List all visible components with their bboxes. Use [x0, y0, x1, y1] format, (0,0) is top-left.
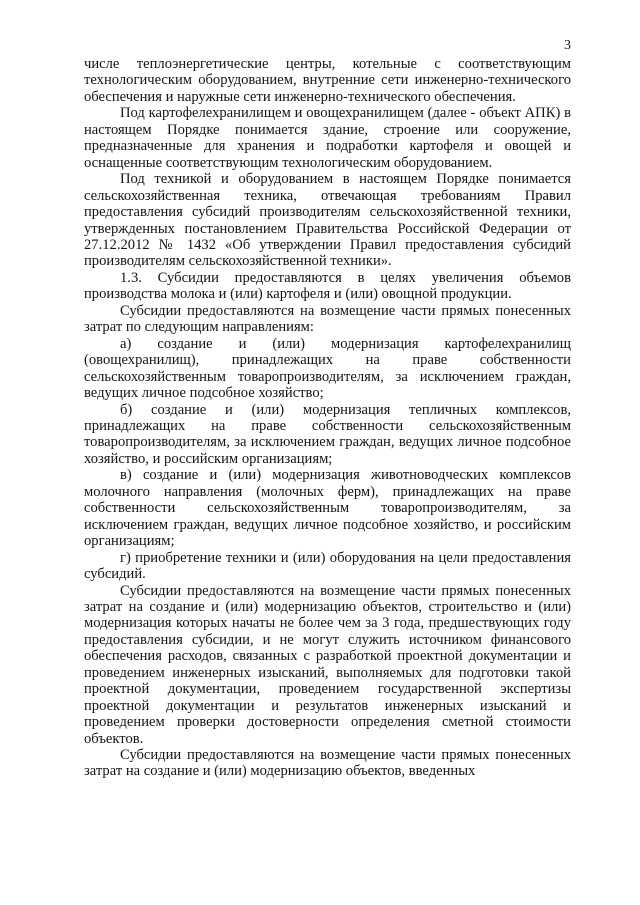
paragraph-subsidy-directions: Субсидии предоставляются на возмещение части прямых понесенных затрат по следующим направлениям: — [84, 302, 571, 336]
page-number: 3 — [564, 38, 571, 53]
paragraph-subsidy-commissioned: Субсидии предоставляются на возмещение части прямых понесенных затрат на создание и (или) модернизацию объектов, введенных — [84, 747, 571, 780]
list-item-v: в) создание и (или) модернизация животноводческих комплексов молочного направления (молочных ферм), принадлежащих на праве собственности сельскохозяйственным товаропроизводителям, за исключением граждан, ведущих личное подсобное хозяйство, и российским организациям; — [84, 467, 571, 550]
list-item-b: б) создание и (или) модернизация тепличных комплексов, принадлежащих на праве собственности сельскохозяйственным товаропроизводителям, за исключением граждан, ведущих личное подсобное хозяйство, и российским организациям; — [84, 401, 571, 467]
document-body — [84, 56, 571, 780]
paragraph-section-1-3: 1.3. Субсидии предоставляются в целях увеличения объемов производства молока и (или) картофеля и (или) овощной продукции. — [84, 269, 571, 303]
paragraph-apk-definition: Под картофелехранилищем и овощехранилищем (далее - объект АПК) в настоящем Порядке понимается здание, строение или сооружение, предназначенные для хранения и подработки картофеля и овощей и оснащенные соответствующим технологическим оборудованием. — [84, 105, 571, 171]
paragraph-continuation: числе теплоэнергетические центры, котельные с соответствующим технологическим оборудованием, внутренние сети инженерно-технического обеспечения и наружные сети инженерно-технического обеспечения. — [84, 56, 571, 105]
paragraph-machinery-definition: Под техникой и оборудованием в настоящем Порядке понимается сельскохозяйственная техника, отвечающая требованиям Правил предоставления субсидий производителям сельскохозяйственной техники, утвержденных постановлением Правительства Российской Федерации от 27.12.2012 № 1432 «Об утверждении Правил предоставления субсидий производителям сельскохозяйственной техники». — [84, 171, 571, 270]
list-item-a: а) создание и (или) модернизация картофелехранилищ (овощехранилищ), принадлежащих на праве собственности сельскохозяйственным товаропроизводителям, за исключением граждан, ведущих личное подсобное хозяйство; — [84, 335, 571, 402]
list-item-g: г) приобретение техники и (или) оборудования на цели предоставления субсидий. — [84, 549, 571, 583]
paragraph-subsidy-conditions: Субсидии предоставляются на возмещение части прямых понесенных затрат на создание и (или) модернизацию объектов, строительство и (или) модернизация которых начаты не более чем за 3 года, предшествующих году предоставления субсидии, и не могут служить источником финансового обеспечения расходов, связанных с разработкой проектной документации и проведением инженерных изысканий, выполняемых для подготовки такой проектной документации, проведением государственной экспертизы проектной документации и результатов инженерных изысканий и проведением проверки достоверности определения сметной стоимости объектов. — [84, 582, 571, 747]
